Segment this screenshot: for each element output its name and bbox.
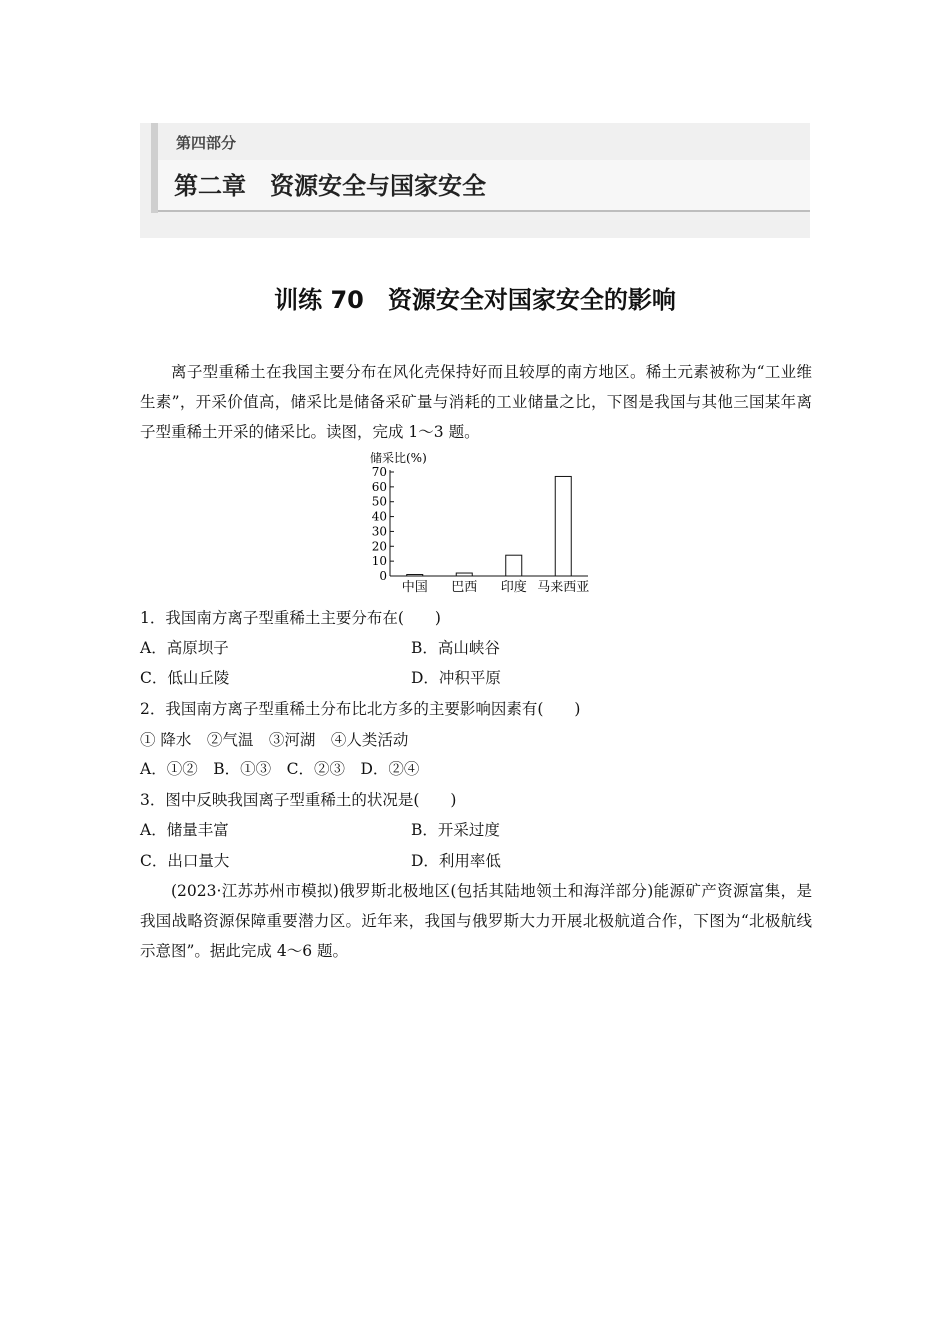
intro-paragraph-2: (2023·江苏苏州市模拟)俄罗斯北极地区(包括其陆地领土和海洋部分)能源矿产资源富集，是我国战略资源保障重要潜力区。近年来，我国与俄罗斯大力开展北极航道合作，下图为“北极航线示意图”。据此完成 4～6 题。 [140, 882, 812, 960]
q1-option-a: A．高原坝子 [140, 639, 229, 657]
q1-option-b: B．高山峡谷 [411, 639, 500, 657]
q1-stem: 1．我国南方离子型重稀土主要分布在( ) [140, 609, 441, 627]
exercise-title: 训练 70 资源安全对国家安全的影响 [274, 286, 676, 314]
q3-option-d: D．利用率低 [411, 852, 501, 870]
y-tick-label: 10 [371, 554, 387, 569]
x-category-label: 巴西 [451, 580, 478, 595]
q3-option-a: A．储量丰富 [140, 821, 229, 839]
bar-2 [506, 555, 522, 576]
q3-option-b: B．开采过度 [411, 821, 500, 839]
y-tick-label: 50 [371, 494, 387, 509]
q1-option-c: C．低山丘陵 [140, 669, 230, 687]
bar-3 [555, 476, 571, 576]
chapter-title: 第二章 资源安全与国家安全 [174, 172, 486, 200]
x-category-label: 印度 [500, 580, 527, 595]
bar-1 [456, 573, 472, 576]
chapter-banner [140, 123, 810, 238]
y-tick-label: 40 [371, 509, 387, 524]
q1-option-d: D．冲积平原 [411, 669, 501, 687]
x-category-label: 中国 [401, 580, 428, 595]
q3-option-c: C．出口量大 [140, 852, 230, 870]
y-tick-label: 70 [371, 465, 387, 479]
q2-options: A．①② B．①③ C．②③ D．②④ [140, 760, 420, 778]
y-tick-label: 30 [371, 524, 387, 539]
x-category-label: 马来西亚 [537, 580, 590, 595]
chart-ylabel: 储采比(%) [370, 451, 427, 465]
y-tick-label: 20 [371, 539, 387, 554]
q3-stem: 3．图中反映我国离子型重稀土的状况是( ) [140, 791, 457, 809]
banner-accent-bar [151, 123, 158, 213]
intro-paragraph-1: 离子型重稀土在我国主要分布在风化壳保持好而且较厚的南方地区。稀土元素被称为“工业维生素”，开采价值高，储采比是储备采矿量与消耗的工业储量之比，下图是我国与其他三国某年离子型重稀土开采的储采比。读图，完成 1～3 题。 [140, 363, 812, 441]
reserve-ratio-chart [360, 448, 600, 598]
y-tick-label: 60 [371, 479, 387, 494]
bar-0 [407, 575, 423, 576]
q2-stem: 2．我国南方离子型重稀土分布比北方多的主要影响因素有( ) [140, 700, 581, 718]
q2-items: ① 降水 ②气温 ③河湖 ④人类活动 [140, 731, 409, 749]
y-tick-label: 0 [379, 569, 387, 583]
part-label: 第四部分 [176, 134, 237, 152]
